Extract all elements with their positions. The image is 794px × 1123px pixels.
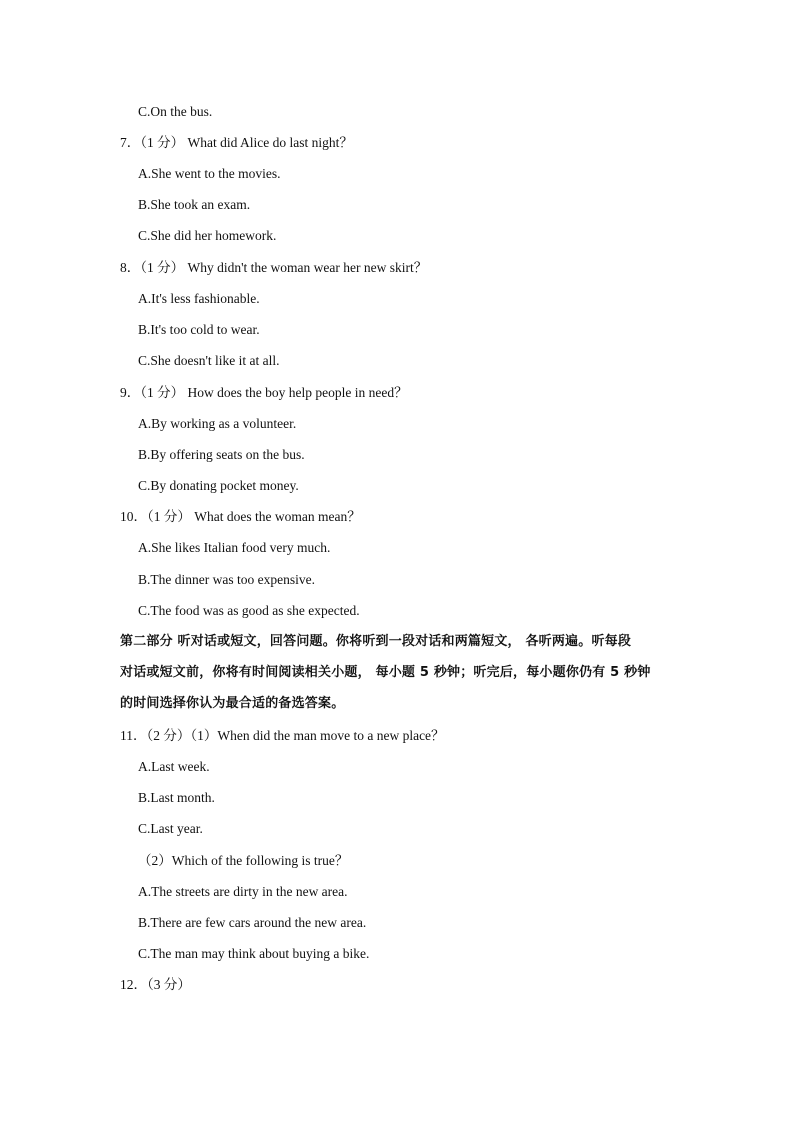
- q7-stem: 7．（1 分） What did Alice do last night？: [120, 135, 353, 150]
- q7-option-b: B.She took an exam.: [138, 197, 251, 212]
- q7-option-a: A.She went to the movies.: [138, 166, 281, 181]
- q9-stem: 9．（1 分） How does the boy help people in need？: [120, 385, 408, 400]
- q9-option-a: A.By working as a volunteer.: [138, 416, 297, 431]
- q8-option-b: B.It's too cold to wear.: [138, 322, 260, 337]
- q11-sub2-option-a: A.The streets are dirty in the new area.: [138, 884, 348, 899]
- part2-instructions: [120, 626, 680, 719]
- q12-stem: 12．（3 分）: [120, 977, 191, 992]
- q11-sub2-stem: （2）Which of the following is true？: [138, 853, 349, 868]
- q7-option-c: C.She did her homework.: [138, 228, 277, 243]
- q11-stem: 11．（2 分）（1）When did the man move to a new place？: [120, 728, 445, 743]
- part2-line-1: 第二部分 听对话或短文，回答问题。你将听到一段对话和两篇短文， 各听两遍。听每段: [120, 634, 632, 649]
- part2-line-3: 的时间选择你认为最合适的备选答案。: [120, 696, 345, 711]
- q8-option-c: C.She doesn't like it at all.: [138, 353, 280, 368]
- q9-option-b: B.By offering seats on the bus.: [138, 447, 305, 462]
- q11-sub2-option-c: C.The man may think about buying a bike.: [138, 946, 370, 961]
- q11-option-c: C.Last year.: [138, 821, 203, 836]
- part2-line-2: 对话或短文前，你将有时间阅读相关小题， 每小题 5 秒钟；听完后，每小题你仍有 5 秒钟: [120, 665, 651, 680]
- q6-option-c: C.On the bus.: [138, 104, 213, 119]
- q9-option-c: C.By donating pocket money.: [138, 478, 299, 493]
- q10-stem: 10．（1 分） What does the woman mean？: [120, 509, 361, 524]
- q11-option-a: A.Last week.: [138, 759, 210, 774]
- q10-option-b: B.The dinner was too expensive.: [138, 572, 315, 587]
- q10-option-c: C.The food was as good as she expected.: [138, 603, 360, 618]
- q8-option-a: A.It's less fashionable.: [138, 291, 260, 306]
- q8-stem: 8．（1 分） Why didn't the woman wear her new skirt？: [120, 260, 428, 275]
- q10-option-a: A.She likes Italian food very much.: [138, 540, 331, 555]
- q11-option-b: B.Last month.: [138, 790, 215, 805]
- q11-sub2-option-b: B.There are few cars around the new area.: [138, 915, 367, 930]
